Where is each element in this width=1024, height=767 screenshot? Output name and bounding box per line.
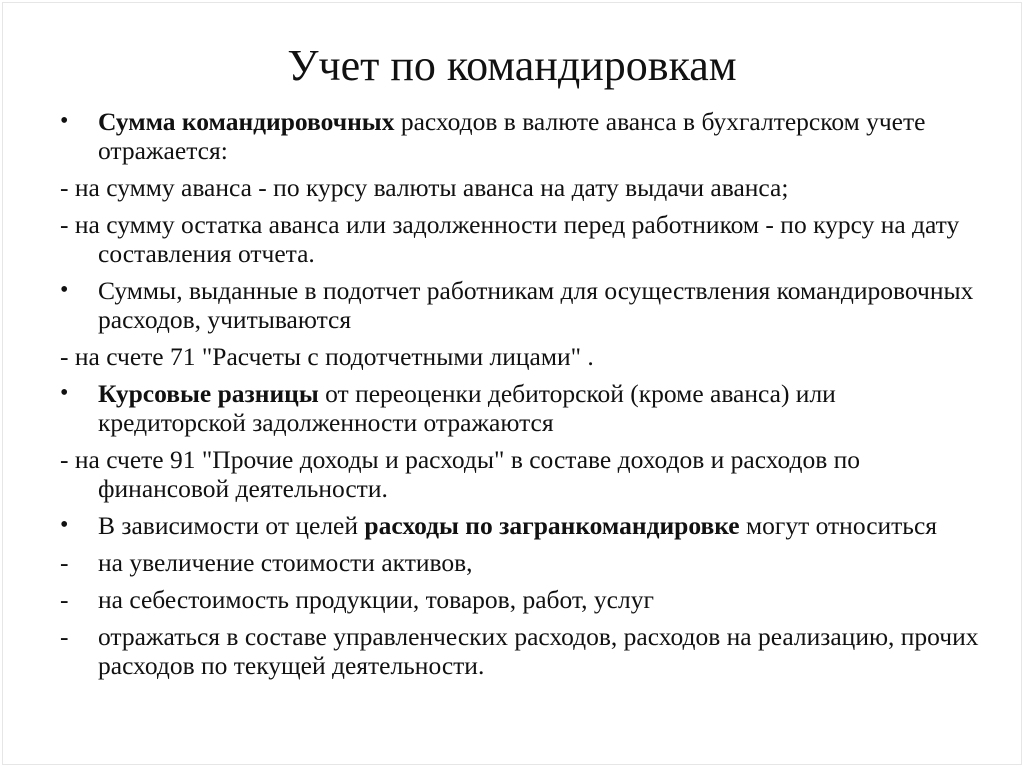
item-text: на увеличение стоимости активов, (98, 548, 473, 577)
list-item (60, 585, 980, 614)
item-text: Суммы, выданные в подотчет работникам для осуществления командировочных расходов, учитываются (98, 276, 974, 334)
item-text: на себестоимость продукции, товаров, работ, услуг (98, 585, 654, 614)
item-bold-text: расходы по загранкомандировке (364, 511, 740, 540)
bullet-marker: • (60, 108, 69, 134)
list-item (60, 276, 980, 334)
list-item (60, 342, 980, 371)
list-item (60, 511, 980, 540)
bullet-marker: • (60, 512, 69, 538)
item-bold-text: Сумма командировочных (98, 107, 395, 136)
item-text: - на счете 91 "Прочие доходы и расходы" в составе доходов и расходов по финансовой деятельности. (60, 445, 861, 503)
bullet-marker: • (60, 380, 69, 406)
item-text: могут относиться (739, 511, 937, 540)
slide-title: Учет по командировкам (287, 41, 737, 90)
list-item (60, 210, 980, 268)
list-item (60, 548, 980, 577)
list-item (60, 107, 980, 165)
item-text: расходов в валюте аванса в бухгалтерском учете отражается: (98, 107, 926, 165)
list-item (60, 445, 980, 503)
dash-marker: - (60, 585, 69, 614)
item-text: - на сумму остатка аванса или задолженности перед работником - по курсу на дату составления отчета. (60, 210, 960, 268)
list-item (60, 173, 980, 202)
dash-marker: - (60, 622, 69, 651)
item-bold-text: Курсовые разницы (98, 379, 319, 408)
list-item (60, 379, 980, 437)
item-text: - на счете 71 "Расчеты с подотчетными лицами" . (60, 342, 594, 371)
dash-marker: - (60, 548, 69, 577)
item-text: отражаться в составе управленческих расходов, расходов на реализацию, прочих расходов по текущей деятельности. (98, 622, 979, 680)
slide-content (60, 101, 980, 680)
item-text: В зависимости от целей (98, 511, 365, 540)
item-text: от переоценки дебиторской (кроме аванса) или кредиторской задолженности отражаются (98, 379, 836, 437)
bullet-marker: • (60, 277, 69, 303)
item-text: - на сумму аванса - по курсу валюты аванса на дату выдачи аванса; (60, 173, 789, 202)
list-item (60, 622, 980, 680)
